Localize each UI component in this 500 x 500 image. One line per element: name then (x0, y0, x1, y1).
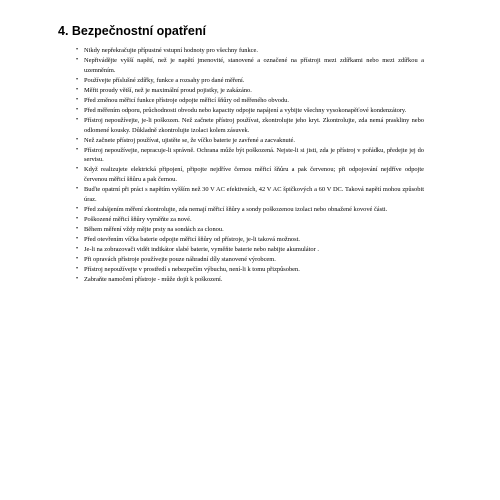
bullet-icon: • (76, 275, 79, 282)
list-item (76, 56, 424, 76)
list-item (76, 136, 424, 146)
list-item (76, 185, 424, 205)
list-item-text: Když realizujete elektrická připojení, připojte nejdříve černou měřicí šňůru a pak červenou; při odpojování nejdříve odpojte červenou měřicí šňůru a pak černou. (84, 166, 424, 184)
list-item-text: Používejte příslušné zdířky, funkce a rozsahy pro dané měření. (84, 76, 245, 84)
list-item-text: Buďte opatrní při práci s napětím vyšším než 30 V AC efektivních, 42 V AC špičkových a 60 V DC. Taková napětí mohou způsobit úraz. (84, 186, 424, 204)
list-item (76, 116, 424, 136)
list-item (76, 106, 424, 116)
list-item (76, 255, 424, 265)
bullet-icon: • (76, 216, 79, 223)
safety-rules-list (76, 46, 424, 285)
bullet-icon: • (76, 56, 79, 63)
list-item (76, 215, 424, 225)
bullet-icon: • (76, 146, 79, 153)
bullet-icon: • (76, 136, 79, 143)
list-item (76, 275, 424, 285)
bullet-icon: • (76, 246, 79, 253)
list-item-text: Před otevřením víčka baterie odpojte měřicí šňůry od přístroje, je-li taková možnost. (84, 236, 300, 244)
bullet-icon: • (76, 76, 79, 83)
list-item-text: Přístroj nepoužívejte, je-li poškozen. Než začnete přístroj používat, zkontrolujte jeho kryt. Zkontrolujte, zda nemá praskliny nebo odlomené kousky. Důkladně zkontrolujte izolaci kolem zásuvek. (84, 116, 424, 134)
list-item (76, 146, 424, 166)
bullet-icon: • (76, 166, 79, 173)
list-item (76, 265, 424, 275)
bullet-icon: • (76, 86, 79, 93)
bullet-icon: • (76, 106, 79, 113)
list-item-text: Před zahájením měření zkontrolujte, zda nemají měřicí šňůry a sondy poškozenou izolaci nebo obnažené kovové části. (84, 206, 388, 214)
bullet-icon: • (76, 265, 79, 272)
bullet-icon: • (76, 186, 79, 193)
list-item-text: Během měření vždy mějte prsty na sondách za clonou. (84, 226, 224, 234)
bullet-icon: • (76, 47, 79, 53)
bullet-icon: • (76, 256, 79, 263)
bullet-icon: • (76, 116, 79, 123)
list-item-text: Před změnou měřicí funkce přístroje odpojte měřicí šňůry od měřeného obvodu. (84, 96, 289, 104)
list-item-text: Poškozené měřicí šňůry vyměňte za nové. (84, 216, 192, 224)
list-item (76, 225, 424, 235)
list-item-text: Než začnete přístroj používat, ujistěte se, že víčko baterie je zavřené a zacvaknuté. (84, 136, 295, 144)
list-item-text: Při opravách přístroje používejte pouze náhradní díly stanovené výrobcem. (84, 256, 276, 264)
list-item-text: Před měřením odporu, průchodnosti obvodu nebo kapacity odpojte napájení a vybijte všechny vysokonapěťové kondenzátory. (84, 106, 407, 114)
bullet-icon: • (76, 96, 79, 103)
list-item-text: Přístroj nepoužívejte v prostředí s nebezpečím výbuchu, není-li k tomu přizpůsoben. (84, 265, 300, 273)
bullet-icon: • (76, 226, 79, 233)
list-item-text: Měřit proudy větší, než je maximální proud pojistky, je zakázáno. (84, 86, 252, 94)
list-item-text: Přístroj nepoužívejte, nepracuje-li správně. Ochrana může být poškozená. Nejste-li si jisti, zda je přístroj v pořádku, předejte jej do servisu. (84, 146, 424, 164)
list-item (76, 165, 424, 185)
section-heading: 4. Bezpečnostní opatření (58, 24, 206, 38)
list-item-text: Nikdy nepřekračujte přípustné vstupní hodnoty pro všechny funkce. (84, 47, 258, 54)
list-item (76, 96, 424, 106)
list-item (76, 205, 424, 215)
list-item (76, 46, 424, 56)
bullet-icon: • (76, 206, 79, 213)
list-item-text: Nepřivádějte vyšší napětí, než je napětí jmenovité, stanovené a označené na přístroji mezi zdířkami nebo mezi zdířkou a uzemněním. (84, 56, 424, 74)
bullet-icon: • (76, 236, 79, 243)
list-item (76, 245, 424, 255)
list-item-text: Je-li na zobrazovači vidět indikátor slabé baterie, vyměňte baterie nebo nabijte akumulátor . (84, 246, 319, 254)
list-item (76, 235, 424, 245)
list-item (76, 76, 424, 86)
list-item-text: Zabraňte namočení přístroje - může dojít k poškození. (84, 275, 223, 283)
list-item (76, 86, 424, 96)
